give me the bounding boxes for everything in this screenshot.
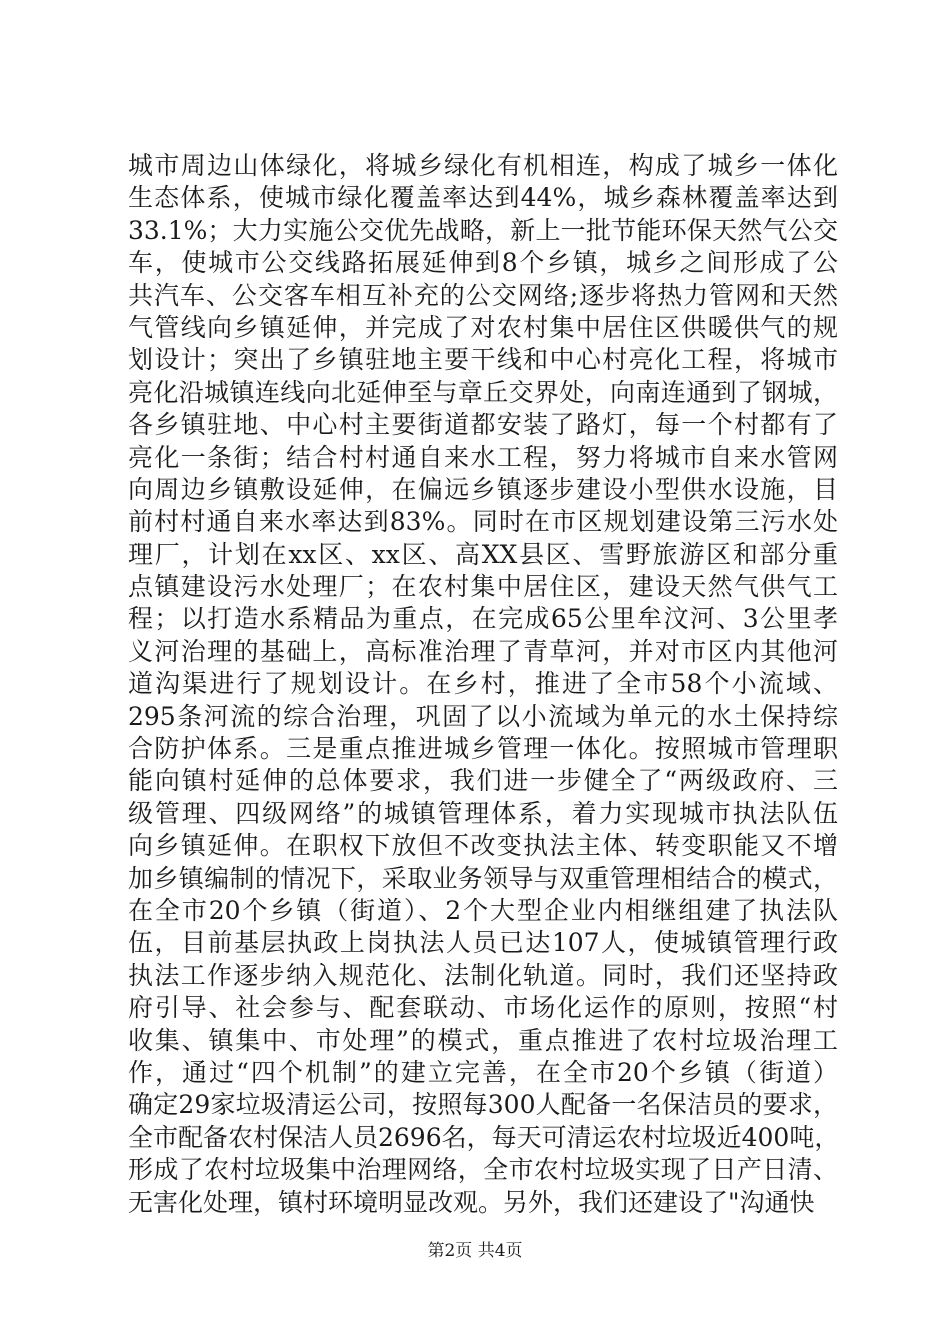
text-line: 向周边乡镇敷设延伸，在偏远乡镇逐步建设小型供水设施，目 bbox=[128, 474, 838, 504]
page-number-footer: 第2页 共4页 bbox=[427, 1241, 523, 1261]
text-line: 全市配备农村保洁人员2696名，每天可清运农村垃圾近400吨， bbox=[128, 1122, 840, 1152]
text-line: 府引导、社会参与、配套联动、市场化运作的原则，按照“村 bbox=[128, 993, 838, 1023]
text-line: 295条河流的综合治理，巩固了以小流域为单元的水土保持综 bbox=[128, 701, 838, 731]
text-line: 共汽车、公交客车相互补充的公交网络;逐步将热力管网和天然 bbox=[128, 280, 838, 310]
text-line: 道沟渠进行了规划设计。在乡村，推进了全市58个小流域、 bbox=[128, 669, 838, 699]
text-line: 城市周边山体绿化，将城乡绿化有机相连，构成了城乡一体化 bbox=[128, 151, 838, 180]
text-line: 执法工作逐步纳入规范化、法制化轨道。同时，我们还坚持政 bbox=[128, 960, 838, 990]
text-line: 前村村通自来水率达到83%。同时在市区规划建设第三污水处 bbox=[128, 507, 838, 537]
text-line: 加乡镇编制的情况下，采取业务领导与双重管理相结合的模式， bbox=[128, 863, 838, 893]
text-line: 亮化一条街；结合村村通自来水工程，努力将城市自来水管网 bbox=[128, 442, 838, 472]
text-line: 确定29家垃圾清运公司，按照每300人配备一名保洁员的要求， bbox=[128, 1090, 838, 1120]
text-line: 义河治理的基础上，高标准治理了青草河，并对市区内其他河 bbox=[128, 636, 838, 666]
text-line: 在全市20个乡镇（街道）、2个大型企业内相继组建了执法队 bbox=[128, 895, 838, 925]
text-line: 无害化处理，镇村环境明显改观。另外，我们还建设了"沟通快 bbox=[128, 1187, 815, 1217]
text-line: 点镇建设污水处理厂；在农村集中居住区，建设天然气供气工 bbox=[128, 572, 838, 602]
text-line: 伍，目前基层执政上岗执法人员已达107人，使城镇管理行政 bbox=[128, 928, 838, 958]
text-line: 合防护体系。三是重点推进城乡管理一体化。按照城市管理职 bbox=[128, 734, 838, 764]
text-line: 级管理、四级网络”的城镇管理体系，着力实现城市执法队伍 bbox=[128, 798, 838, 828]
text-line: 作，通过“四个机制”的建立完善，在全市20个乡镇（街道） bbox=[128, 1057, 838, 1087]
text-line: 理厂，计划在xx区、xx区、高XX县区、雪野旅游区和部分重 bbox=[128, 539, 838, 569]
text-line: 车，使城市公交线路拓展延伸到8个乡镇，城乡之间形成了公 bbox=[128, 248, 838, 278]
text-line: 生态体系，使城市绿化覆盖率达到44%，城乡森林覆盖率达到 bbox=[128, 183, 838, 213]
text-line: 各乡镇驻地、中心村主要街道都安装了路灯，每一个村都有了 bbox=[128, 410, 838, 440]
text-line: 能向镇村延伸的总体要求，我们进一步健全了“两级政府、三 bbox=[128, 766, 838, 796]
text-line: 程；以打造水系精品为重点，在完成65公里牟汶河、3公里孝 bbox=[128, 604, 838, 634]
text-line: 收集、镇集中、市处理”的模式，重点推进了农村垃圾治理工 bbox=[128, 1025, 838, 1055]
text-line: 形成了农村垃圾集中治理网络，全市农村垃圾实现了日产日清、 bbox=[128, 1155, 838, 1185]
text-line: 33.1%；大力实施公交优先战略，新上一批节能环保天然气公交 bbox=[128, 215, 838, 245]
body-text bbox=[128, 150, 838, 1219]
text-line: 划设计；突出了乡镇驻地主要干线和中心村亮化工程，将城市 bbox=[128, 345, 838, 375]
text-line: 亮化沿城镇连线向北延伸至与章丘交界处，向南连通到了钢城， bbox=[128, 377, 838, 407]
text-line: 向乡镇延伸。在职权下放但不改变执法主体、转变职能又不增 bbox=[128, 831, 838, 861]
text-line: 气管线向乡镇延伸，并完成了对农村集中居住区供暖供气的规 bbox=[128, 312, 838, 342]
